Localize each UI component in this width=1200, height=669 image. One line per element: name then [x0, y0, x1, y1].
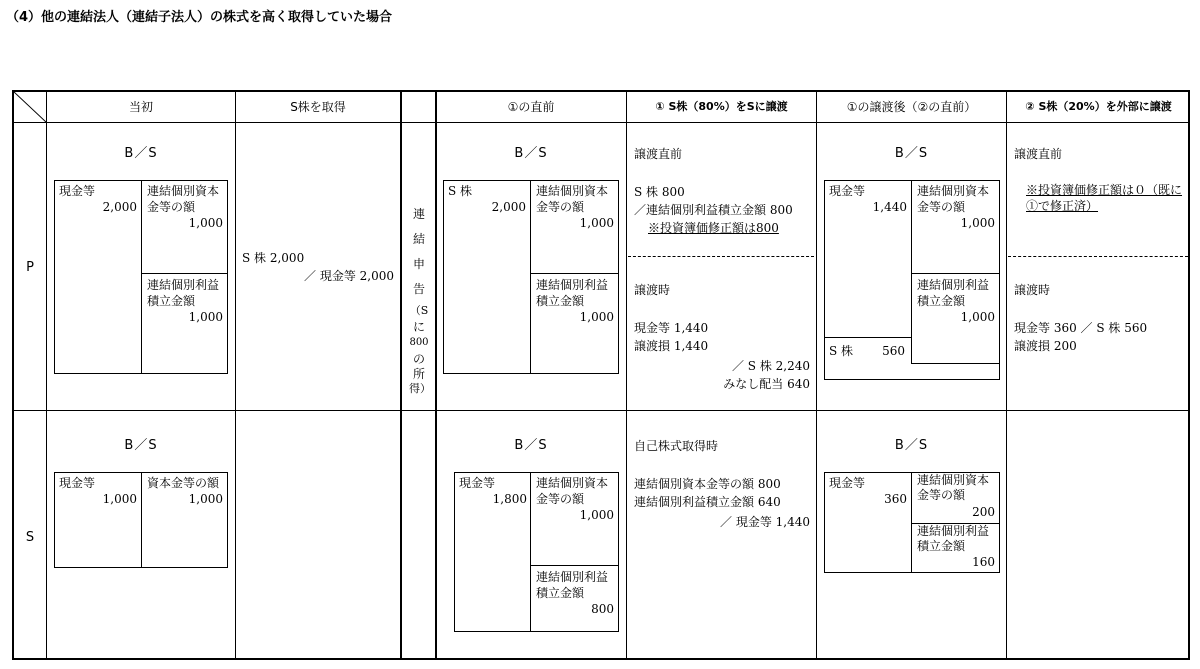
s-initial-cash-label: 現金等: [59, 476, 96, 490]
p-before1-capital-label: 連結個別資本金等の額: [536, 184, 609, 214]
p-initial-retained-label: 連結個別利益積立金額: [147, 278, 220, 308]
p-initial-capital-value: 1,000: [188, 216, 223, 230]
p-step2-divider: [1008, 256, 1188, 257]
s-initial-cash-value: 1,000: [102, 492, 137, 506]
s-initial-balance-sheet: [54, 472, 228, 568]
p-before1-shares-value: 2,000: [491, 200, 526, 214]
s-before1-retained-value: 800: [591, 602, 614, 616]
p-before1-bs-title: B／S: [514, 146, 548, 161]
header-initial: 当初: [128, 100, 153, 114]
s-initial-capital-label: 資本金等の額: [147, 476, 220, 490]
s-after1-bs-title: B／S: [894, 438, 929, 453]
p-after1-capital-label: 連結個別資本金等の額: [917, 184, 990, 214]
p-after1-cash-label: 現金等: [829, 184, 866, 198]
p-step1-divider: [628, 256, 814, 257]
s-after1-retained-value: 160: [972, 555, 995, 569]
p-step1-at-dividend: みなし配当 640: [723, 377, 810, 391]
s-before1-capital-value: 1,000: [579, 508, 614, 522]
p-before1-balance-sheet: [443, 180, 619, 374]
p-step1-before-debit: S 株 800: [634, 185, 685, 199]
p-before1-retained-value: 1,000: [579, 310, 614, 324]
header-step1: ① S株（80%）をSに譲渡: [655, 100, 788, 113]
header-divider: [14, 122, 1188, 123]
header-after1: ①の譲渡後（②の直前）: [846, 100, 977, 114]
s-before1-cash-label: 現金等: [459, 476, 496, 490]
s-before1-retained-label: 連結個別利益積立金額: [536, 570, 609, 600]
p-acquire-credit: ／ 現金等 2,000: [304, 269, 394, 283]
journal-table: 当初 S株を取得 ①の直前 ① S株（80%）をSに譲渡 ①の譲渡後（②の直前） ② S株（20%）を外部に譲渡 P S 連 結 申 告 （S に 800 の 所 得） B／S 現金等 2,000 連結個別資本金等の額 1,000 連結個別利益積立金額 1,000 S 株 2,000 ／ 現金等 2,000 B／S S 株 2,000 連結個別資本金等の額 1,000 連結個別利益積立金額 1,000 譲渡直前 S 株 800 ／連結個別利益積立金額 800 ※投資簿価修正額は800 譲渡時 現金等 1,440 譲渡損 1,440 ／ S 株 2,240 みなし配当 640 B／S 現金等 1,440 S 株 560 連結個別資本金等の額 1,000 連結個別利益積立金額 1,000 譲渡直前 ※投資簿価修正額は０（既に①で修正済） 譲渡時 現金等 360 ／ S 株 560 譲渡損 200 B／S 現金等 1,000 資本金等の額 1,000 B／S 現金等 1,800 連結個別資本金等の額 1,000 連結個別利益積立金額 800 自己株式取得時 連結個別資本金等の額 800 連結個別利益積立金額 640 ／ 現金等 1,440 B／S 現金等 360 連結個別資本金等の額 200 連結個別利益積立金額 160: [12, 90, 1190, 660]
p-before1-retained-label: 連結個別利益積立金額: [536, 278, 609, 308]
s-before1-capital-label: 連結個別資本金等の額: [536, 476, 609, 506]
p-step1-at-shares: ／ S 株 2,240: [731, 359, 810, 373]
page-title: （4）他の連結法人（連結子法人）の株式を高く取得していた場合: [6, 10, 393, 25]
p-after1-cash-value: 1,440: [872, 200, 907, 214]
s-after1-cash-label: 現金等: [829, 476, 866, 490]
header-before1: ①の直前: [507, 100, 555, 114]
p-step1-at-loss: 譲渡損 1,440: [634, 339, 709, 353]
s-step1-retained: 連結個別利益積立金額 640: [634, 495, 781, 509]
header-step2: ② S株（20%）を外部に譲渡: [1025, 100, 1172, 113]
p-after1-retained-label: 連結個別利益積立金額: [917, 278, 990, 308]
p-after1-retained-value: 1,000: [960, 310, 995, 324]
p-acquire-debit: S 株 2,000: [242, 251, 305, 265]
p-step2-at-title: 譲渡時: [1014, 283, 1051, 297]
p-initial-bs-title: B／S: [124, 146, 158, 161]
header-acquire: S株を取得: [290, 100, 346, 114]
p-after1-shares-value: 560: [882, 344, 905, 358]
corner-diagonal: [14, 92, 46, 122]
p-step1-before-credit: ／連結個別利益積立金額 800: [634, 203, 793, 217]
s-initial-bs-title: B／S: [124, 438, 158, 453]
row-label-p: P: [26, 260, 34, 275]
p-before1-capital-value: 1,000: [579, 216, 614, 230]
p-step1-at-title: 譲渡時: [634, 283, 671, 297]
p-step2-at-entry: 現金等 360 ／ S 株 560: [1014, 321, 1148, 335]
s-after1-capital-label: 連結個別資本金等の額: [917, 473, 990, 502]
p-after1-capital-value: 1,000: [960, 216, 995, 230]
s-after1-cash-value: 360: [884, 492, 907, 506]
p-initial-retained-value: 1,000: [188, 310, 223, 324]
p-initial-cash-label: 現金等: [59, 184, 96, 198]
s-initial-capital-value: 1,000: [188, 492, 223, 506]
s-step1-title: 自己株式取得時: [634, 439, 719, 453]
p-initial-capital-label: 連結個別資本金等の額: [147, 184, 220, 214]
p-after1-balance-sheet: [824, 180, 1000, 380]
s-after1-balance-sheet: [824, 472, 1000, 573]
p-initial-balance-sheet: [54, 180, 228, 374]
p-before1-shares-label: S 株: [448, 184, 473, 198]
s-before1-balance-sheet: [454, 472, 619, 632]
row-divider: [14, 410, 1188, 411]
p-step2-before-note: ※投資簿価修正額は０（既に①で修正済）: [1026, 183, 1183, 213]
p-step1-before-title: 譲渡直前: [634, 147, 683, 161]
s-after1-capital-value: 200: [972, 505, 995, 519]
p-step2-before-title: 譲渡直前: [1014, 147, 1063, 161]
p-step1-at-cash: 現金等 1,440: [634, 321, 709, 335]
s-before1-bs-title: B／S: [514, 438, 548, 453]
s-step1-capital: 連結個別資本金等の額 800: [634, 477, 781, 491]
p-after1-shares-label: S 株: [829, 344, 854, 358]
p-step1-before-note: ※投資簿価修正額は800: [648, 221, 779, 235]
s-before1-cash-value: 1,800: [492, 492, 527, 506]
s-after1-retained-label: 連結個別利益積立金額: [917, 524, 990, 553]
p-after1-bs-title: B／S: [894, 146, 929, 161]
p-step2-at-loss: 譲渡損 200: [1014, 339, 1077, 353]
row-label-s: S: [25, 530, 35, 545]
s-step1-cash: ／ 現金等 1,440: [720, 515, 810, 529]
p-initial-cash-value: 2,000: [102, 200, 137, 214]
